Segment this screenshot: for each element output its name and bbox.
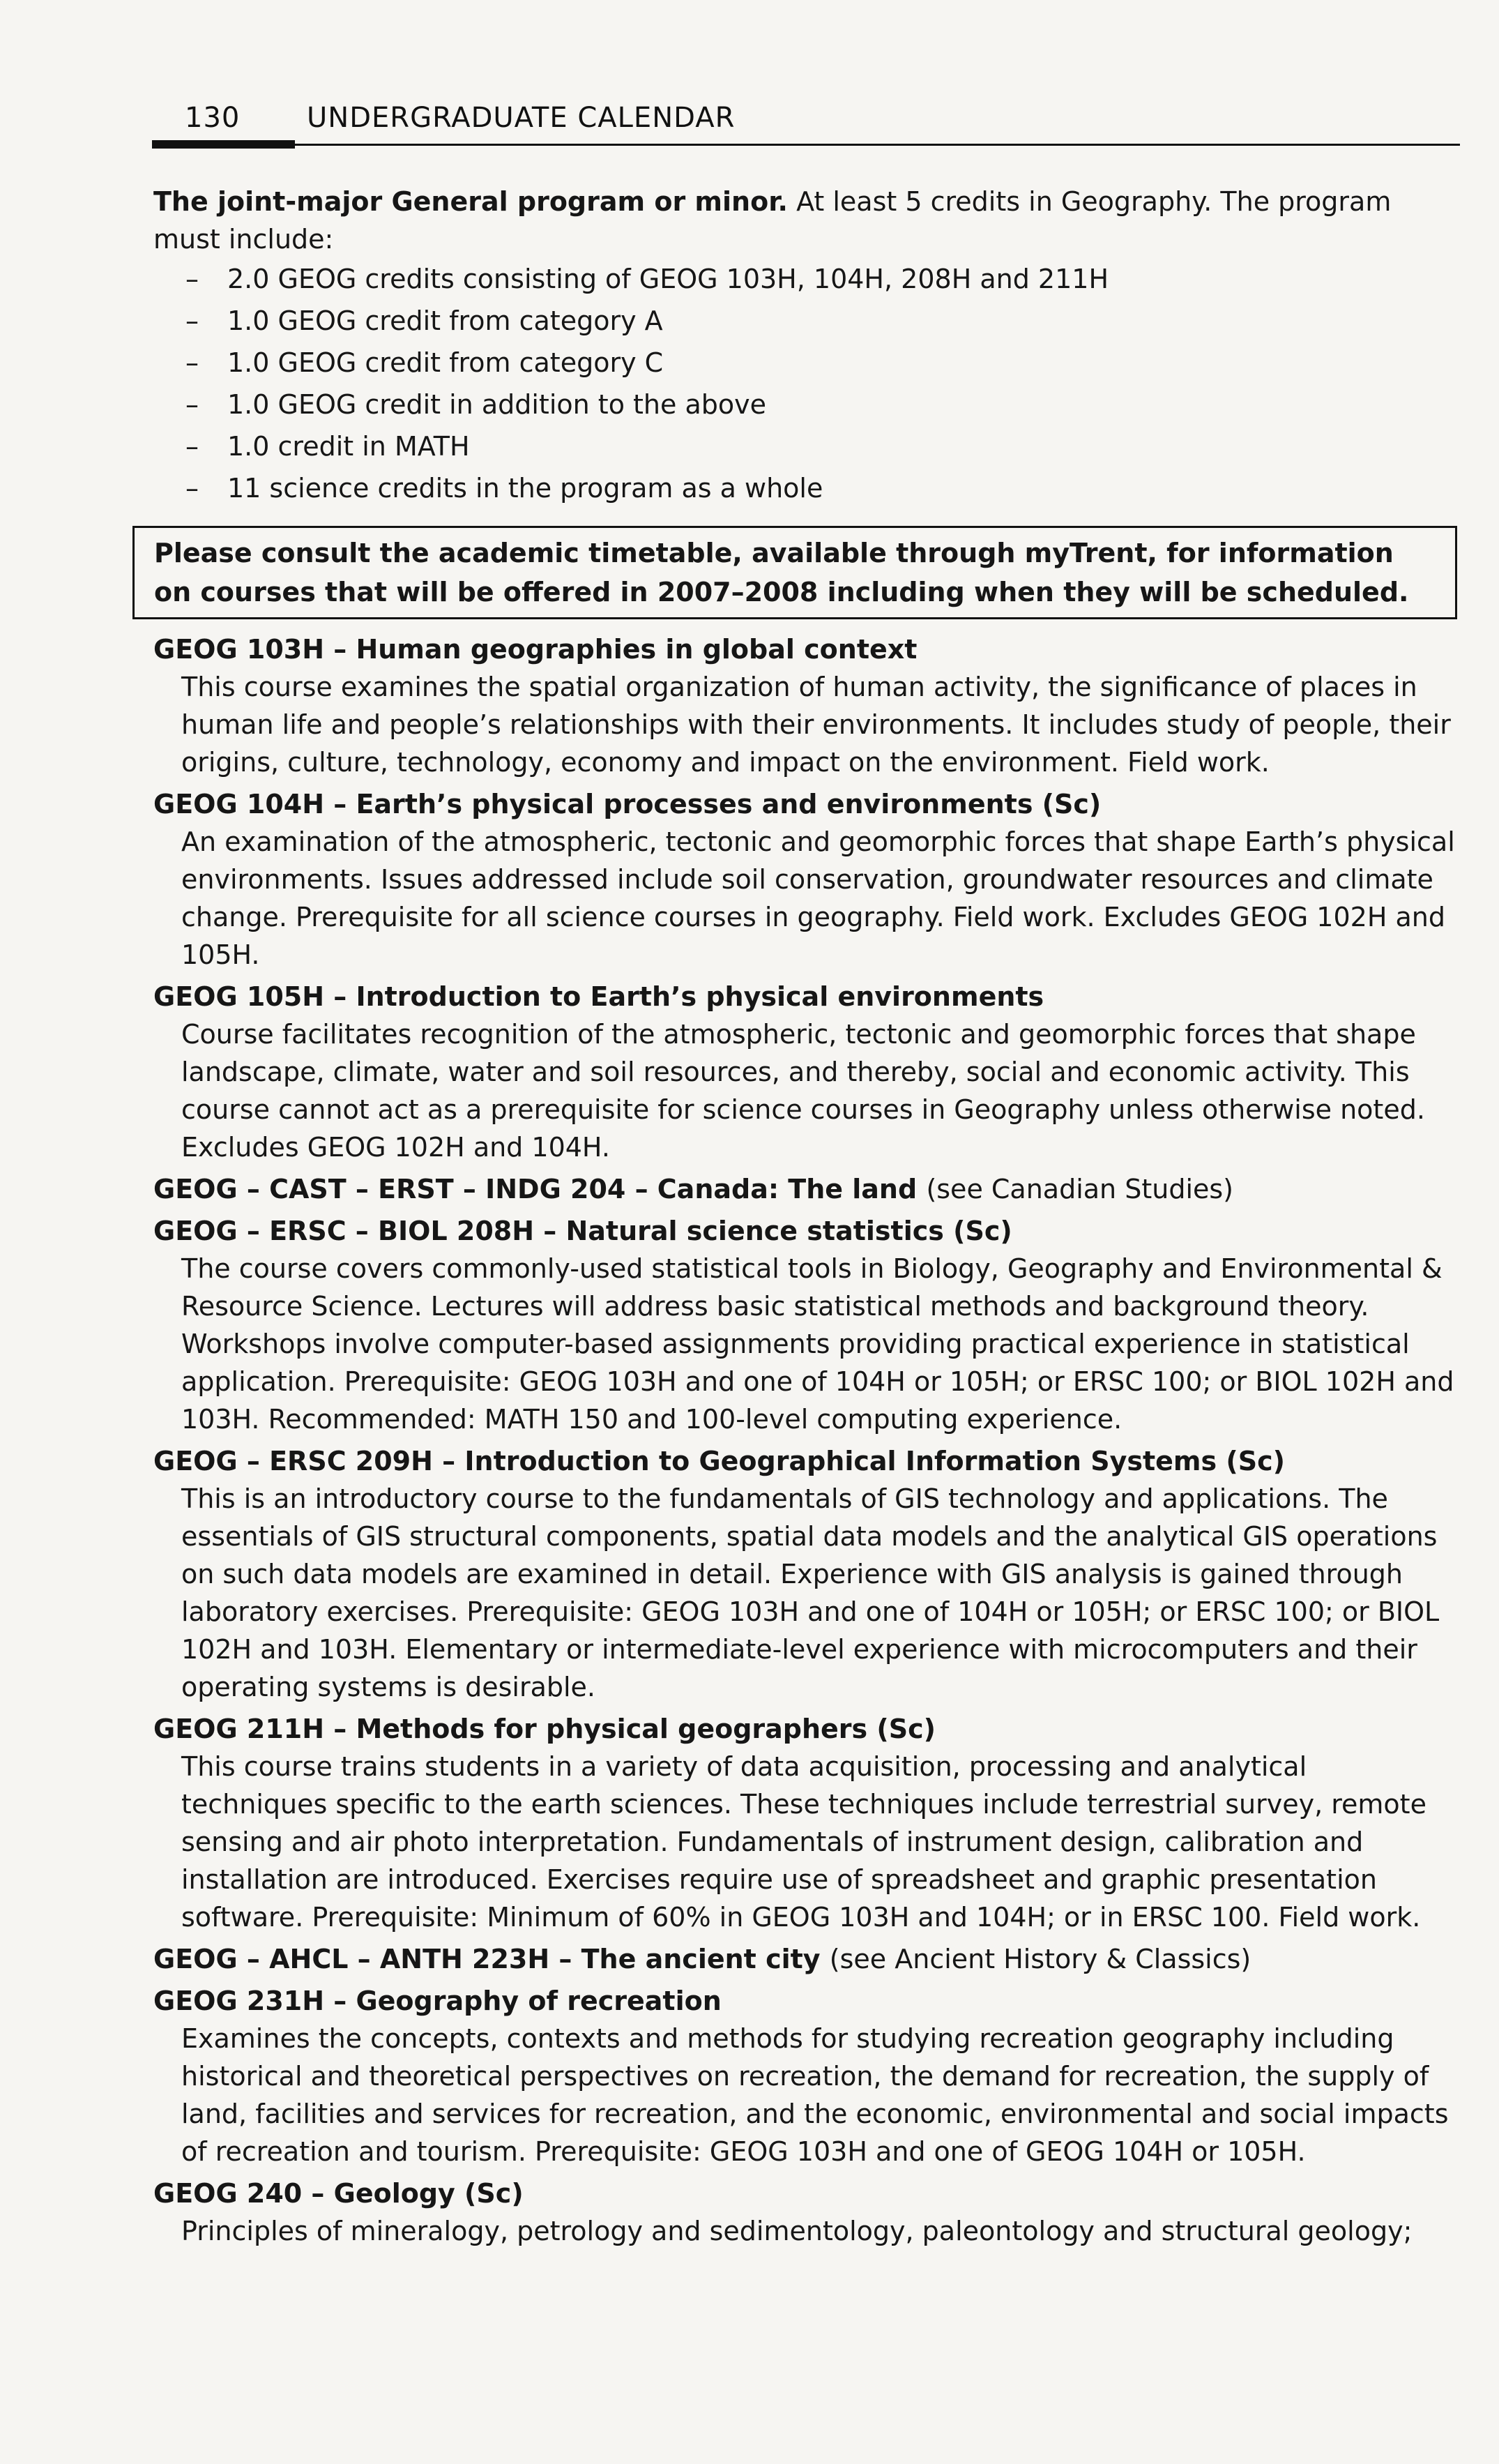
- course-title: GEOG – AHCL – ANTH 223H – The ancient city (see Ancient History & Classics): [153, 1944, 1251, 1974]
- course-entry: [153, 2175, 1457, 2250]
- page-content: [153, 183, 1457, 2250]
- list-item: – 1.0 GEOG credit in addition to the above: [185, 389, 766, 420]
- course-title: GEOG 103H – Human geographies in global context: [153, 634, 918, 665]
- list-item: – 1.0 GEOG credit from category C: [185, 347, 664, 378]
- program-intro-text: At least 5 credits in Geography. The program must include:: [153, 186, 1392, 255]
- list-item: – 2.0 GEOG credits consisting of GEOG 103H, 104H, 208H and 211H: [185, 264, 1109, 294]
- course-description: The course covers commonly-used statistical tools in Biology, Geography and Environmental & Resource Science. Lectures will address basic statistical methods and background theory. Workshops involve computer-based assignments providing practical experience in statistical application. Prerequisite: GEOG 103H and one of 104H or 105H; or ERSC 100; or BIOL 102H and 103H. Recommended: MATH 150 and 100-level computing experience.: [181, 1253, 1454, 1435]
- program-intro: [153, 183, 1457, 258]
- course-entry: [153, 1170, 1457, 1208]
- list-item: – 1.0 GEOG credit from category A: [185, 305, 663, 336]
- course-title: GEOG 104H – Earth’s physical processes and environments (Sc): [153, 789, 1102, 819]
- course-description: An examination of the atmospheric, tectonic and geomorphic forces that shape Earth’s physical environments. Issues addressed include soil conservation, groundwater resources and climate change. Prerequisite for all science courses in geography. Field work. Excludes GEOG 102H and 105H.: [181, 826, 1455, 970]
- course-entry: [153, 630, 1457, 781]
- course-description: This course trains students in a variety of data acquisition, processing and analytical techniques specific to the earth sciences. These techniques include terrestrial survey, remote sensing and air photo interpretation. Fundamentals of instrument design, calibration and installation are introduced. Exercises require use of spreadsheet and graphic presentation software. Prerequisite: Minimum of 60% in GEOG 103H and 104H; or in ERSC 100. Field work.: [181, 1751, 1426, 1933]
- course-title: GEOG – ERSC 209H – Introduction to Geographical Information Systems (Sc): [153, 1446, 1285, 1476]
- course-entry: [153, 1982, 1457, 2170]
- course-description: This course examines the spatial organization of human activity, the significance of places in human life and people’s relationships with their environments. It includes study of people, their origins, culture, technology, economy and impact on the environment. Field work.: [181, 672, 1451, 778]
- course-entry: [153, 1940, 1457, 1978]
- course-entry: [153, 1442, 1457, 1706]
- course-entry: [153, 1212, 1457, 1438]
- course-title: GEOG – ERSC – BIOL 208H – Natural science statistics (Sc): [153, 1216, 1012, 1246]
- course-title: GEOG 240 – Geology (Sc): [153, 2178, 524, 2209]
- course-title: GEOG 231H – Geography of recreation: [153, 1986, 722, 2016]
- header-title: UNDERGRADUATE CALENDAR: [307, 102, 736, 134]
- cross-reference: (see Canadian Studies): [926, 1174, 1233, 1204]
- header-rule: [152, 144, 1460, 146]
- course-description: Principles of mineralogy, petrology and sedimentology, paleontology and structural geology;: [181, 2216, 1413, 2246]
- requirements-list: [153, 258, 1457, 509]
- page-header: [185, 102, 735, 134]
- course-title: GEOG – CAST – ERST – INDG 204 – Canada: The land (see Canadian Studies): [153, 1174, 1233, 1204]
- course-entry: [153, 785, 1457, 974]
- page-number: 130: [185, 102, 241, 134]
- list-item: – 11 science credits in the program as a whole: [185, 473, 823, 504]
- program-intro-lead: The joint-major General program or minor.: [153, 186, 788, 217]
- course-entry: [153, 978, 1457, 1166]
- course-entry: [153, 1710, 1457, 1936]
- timetable-notice-box: Please consult the academic timetable, available through myTrent, for information on courses that will be offered in 2007–2008 including when they will be scheduled.: [132, 526, 1457, 619]
- cross-reference: (see Ancient History & Classics): [829, 1944, 1251, 1974]
- course-description: Course facilitates recognition of the atmospheric, tectonic and geomorphic forces that shape landscape, climate, water and soil resources, and thereby, social and economic activity. This course cannot act as a prerequisite for science courses in Geography unless otherwise noted. Excludes GEOG 102H and 104H.: [181, 1019, 1425, 1163]
- list-item: – 1.0 credit in MATH: [185, 431, 470, 462]
- course-title: GEOG 105H – Introduction to Earth’s physical environments: [153, 981, 1044, 1012]
- course-title: GEOG 211H – Methods for physical geographers (Sc): [153, 1714, 936, 1744]
- course-description: Examines the concepts, contexts and methods for studying recreation geography including historical and theoretical perspectives on recreation, the demand for recreation, the supply of land, facilities and services for recreation, and the economic, environmental and social impacts of recreation and tourism. Prerequisite: GEOG 103H and one of GEOG 104H or 105H.: [181, 2023, 1449, 2167]
- course-description: This is an introductory course to the fundamentals of GIS technology and applications. The essentials of GIS structural components, spatial data models and the analytical GIS operations on such data models are examined in detail. Experience with GIS analysis is gained through laboratory exercises. Prerequisite: GEOG 103H and one of 104H or 105H; or ERSC 100; or BIOL 102H and 103H. Elementary or intermediate-level experience with microcomputers and their operating systems is desirable.: [181, 1483, 1440, 1702]
